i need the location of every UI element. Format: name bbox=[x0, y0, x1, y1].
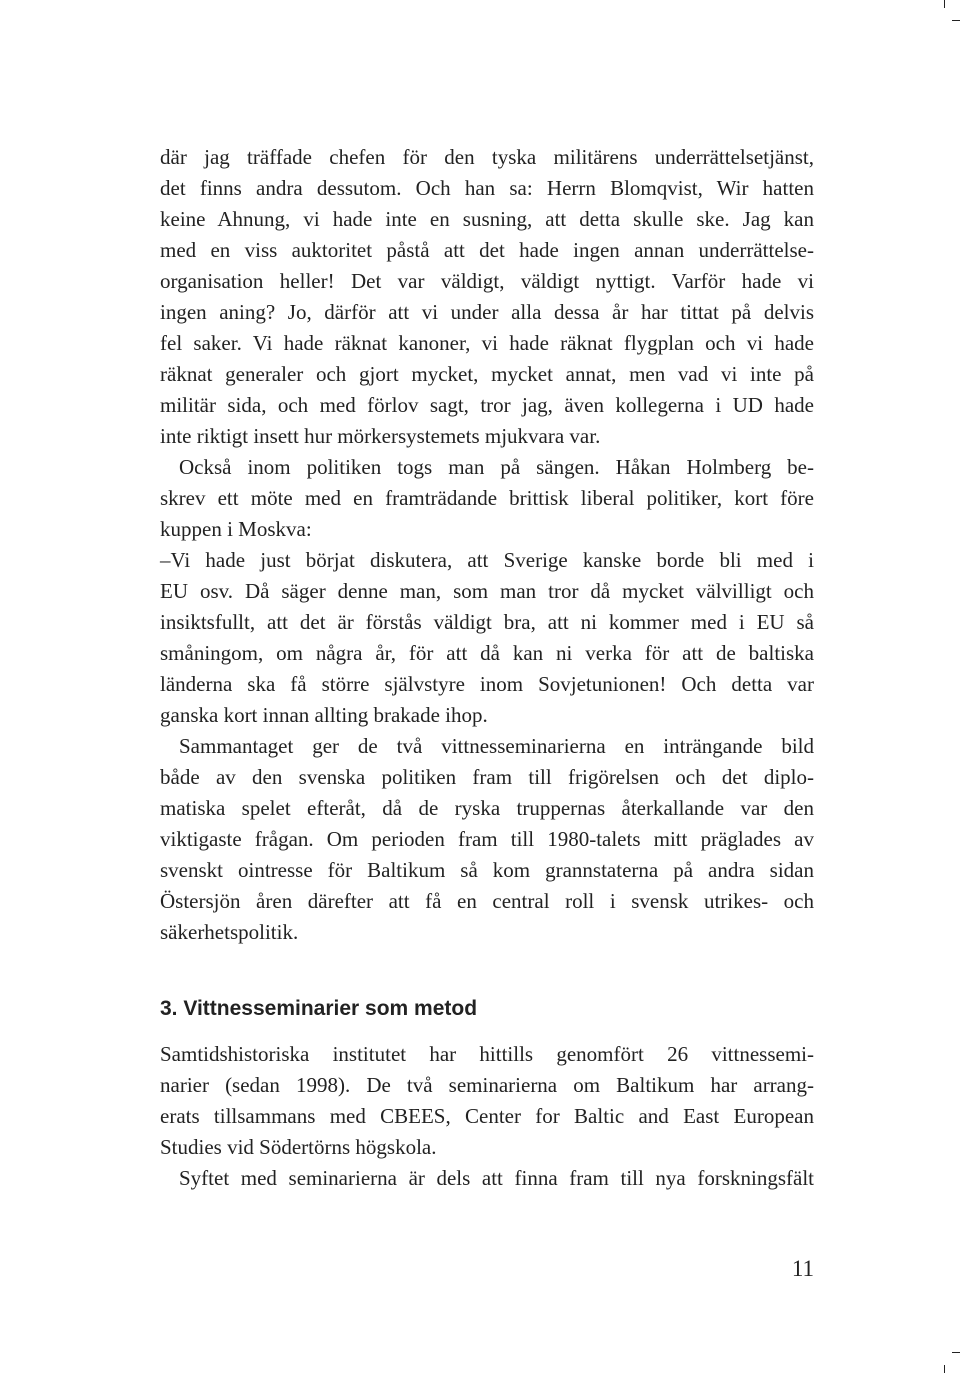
section-text bbox=[160, 1039, 814, 1194]
text-line: skrev ett möte med en framträdande brittisk liberal politiker, kort före bbox=[160, 486, 814, 510]
text-line: matiska spelet efteråt, då de ryska truppernas återkallande var den bbox=[160, 796, 814, 820]
text-line: ingen aning? Jo, därför att vi under alla dessa år har tittat på delvis bbox=[160, 300, 814, 324]
text-line: länderna ska få större självstyre inom Sovjetunionen! Och detta var bbox=[160, 672, 814, 696]
text-line: viktigaste frågan. Om perioden fram till 1980-talets mitt präglades av bbox=[160, 827, 814, 851]
body-text bbox=[160, 142, 814, 948]
text-line: insiktsfullt, att det är förstås väldigt bra, att ni kommer med i EU så bbox=[160, 610, 814, 634]
text-line: militär sida, och med förlov sagt, tror jag, även kollegerna i UD hade bbox=[160, 393, 814, 417]
text-line: med en viss auktoritet påstå att det hade ingen annan underrättelse- bbox=[160, 238, 814, 262]
text-line: kuppen i Moskva: bbox=[160, 517, 312, 541]
text-line: småningom, om några år, för att då kan ni verka för att de baltiska bbox=[160, 641, 814, 665]
text-line: narier (sedan 1998). De två seminarierna om Baltikum har arrang- bbox=[160, 1073, 814, 1097]
text-line: Också inom politiken togs man på sängen. Håkan Holmberg be- bbox=[179, 455, 814, 479]
text-line: där jag träffade chefen för den tyska militärens underrättelsetjänst, bbox=[160, 145, 814, 169]
text-line: Sammantaget ger de två vittnesseminarierna en inträngande bild bbox=[179, 734, 814, 758]
text-line: ganska kort innan allting brakade ihop. bbox=[160, 703, 488, 727]
text-line: räknat generaler och gjort mycket, mycket annat, men vad vi inte på bbox=[160, 362, 814, 386]
text-line: svenskt ointresse för Baltikum så kom grannstaterna på andra sidan bbox=[160, 858, 814, 882]
crop-mark-bottom-right bbox=[944, 1365, 945, 1373]
text-line: Östersjön åren därefter att få en central roll i svensk utrikes- och bbox=[160, 889, 814, 913]
crop-mark-bottom-right-h bbox=[952, 1352, 960, 1353]
text-line: Syftet med seminarierna är dels att finna fram till nya forskningsfält bbox=[179, 1166, 814, 1190]
text-line: både av den svenska politiken fram till frigörelsen och det diplo- bbox=[160, 765, 814, 789]
text-line: EU osv. Då säger denne man, som man tror då mycket välvilligt och bbox=[160, 579, 814, 603]
text-line: keine Ahnung, vi hade inte en susning, att detta skulle ske. Jag kan bbox=[160, 207, 814, 231]
text-line: inte riktigt insett hur mörkersystemets mjukvara var. bbox=[160, 424, 601, 448]
page-number: 11 bbox=[791, 1256, 814, 1281]
text-line: erats tillsammans med CBEES, Center for Baltic and East European bbox=[160, 1104, 814, 1128]
text-line: det finns andra dessutom. Och han sa: Herrn Blomqvist, Wir hatten bbox=[160, 176, 814, 200]
text-line: säkerhetspolitik. bbox=[160, 920, 299, 944]
text-line: Samtidshistoriska institutet har hittills genomfört 26 vittnessemi- bbox=[160, 1042, 814, 1066]
crop-mark-top-right-h bbox=[952, 20, 960, 21]
text-line: Studies vid Södertörns högskola. bbox=[160, 1135, 437, 1159]
section-heading: 3. Vittnesseminarier som metod bbox=[160, 997, 478, 1020]
text-line: organisation heller! Det var väldigt, väldigt nyttigt. Varför hade vi bbox=[160, 269, 814, 293]
crop-mark-top-right bbox=[944, 0, 945, 8]
text-line: –Vi hade just börjat diskutera, att Sverige kanske borde bli med i bbox=[160, 548, 814, 572]
text-line: fel saker. Vi hade räknat kanoner, vi hade räknat flygplan och vi hade bbox=[160, 331, 814, 355]
